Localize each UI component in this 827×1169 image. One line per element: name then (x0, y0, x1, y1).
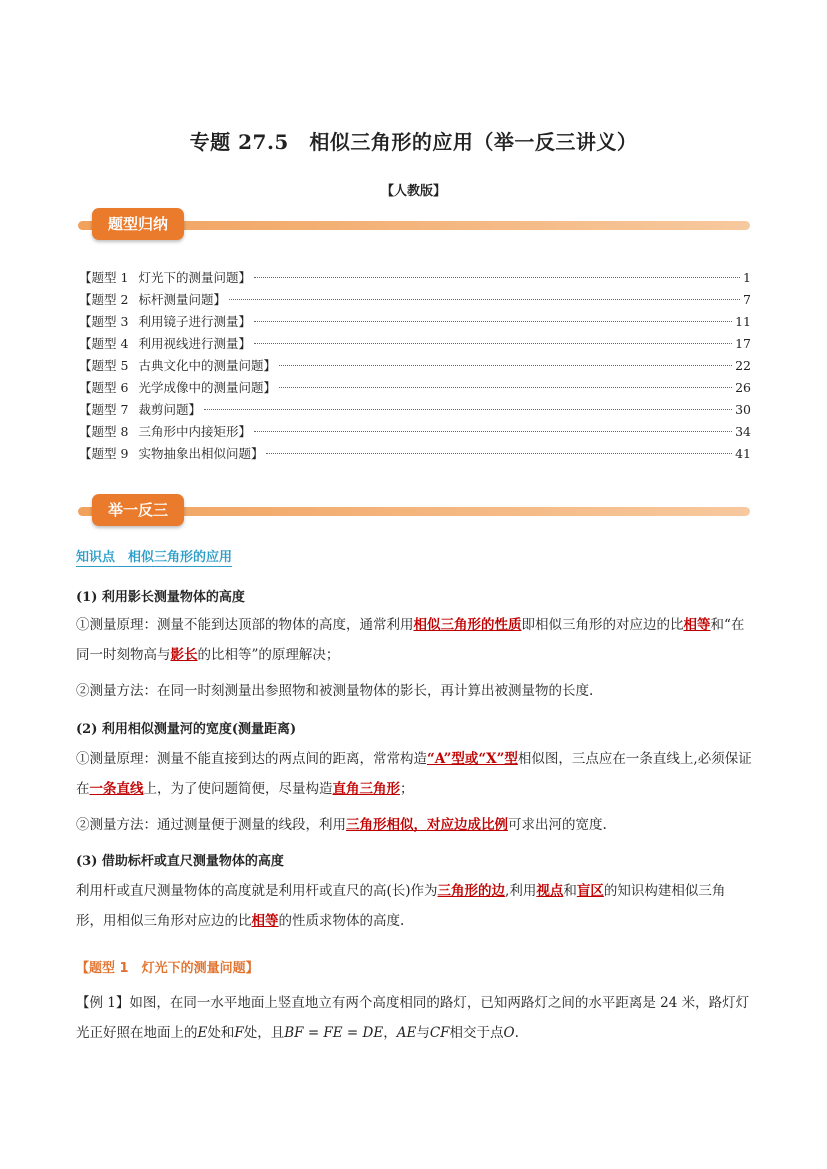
key-term: 相等 (251, 913, 279, 929)
toc-type: 【题型 7 (79, 402, 129, 417)
key-term: 三角形相似，对应边成比例 (346, 817, 508, 833)
subheading-3: (3) 借助标杆或直尺测量物体的高度 (76, 854, 284, 869)
text: 【例 1】如图，在同一水平地面上竖直地立有两个高度相同的路灯，已知两路灯之间的水平距离是 24 米，路灯灯光正好照在地面上的 (76, 995, 750, 1041)
key-term: 视点 (536, 883, 564, 899)
banner-tab: 题型归纳 (92, 208, 184, 240)
toc-page: 22 (735, 358, 751, 373)
key-term: 相等 (683, 617, 711, 633)
paragraph-2b (76, 810, 752, 840)
toc-name: 古典文化中的测量问题】 (138, 358, 276, 373)
key-term: 盲区 (576, 883, 604, 899)
text: ,利用 (505, 883, 537, 899)
text: 的比相等”的原理解决； (197, 647, 340, 663)
text: ①测量原理：测量不能直接到达的两点间的距离，常常构造 (76, 751, 427, 767)
key-term: 影长 (170, 647, 198, 663)
example-1 (76, 988, 752, 1048)
text: ， (383, 1025, 397, 1041)
key-term: 三角形的边 (437, 883, 506, 899)
toc-name: 标杆测量问题】 (138, 292, 226, 307)
toc-row[interactable] (79, 399, 751, 421)
toc-type: 【题型 9 (79, 446, 129, 461)
toc-name: 裁剪问题】 (138, 402, 201, 417)
toc-leader (254, 343, 732, 344)
text: 与 (416, 1025, 430, 1041)
banner-tab: 举一反三 (92, 494, 184, 526)
math: O (503, 1025, 515, 1041)
toc-row[interactable] (79, 355, 751, 377)
toc-type: 【题型 3 (79, 314, 129, 329)
toc-type: 【题型 2 (79, 292, 129, 307)
paragraph-3 (76, 876, 752, 936)
math: E (197, 1025, 208, 1041)
subheading-1: (1) 利用影长测量物体的高度 (76, 590, 245, 605)
toc-page: 7 (743, 292, 751, 307)
text: 利用杆或直尺测量物体的高度就是利用杆或直尺的高(长)作为 (76, 883, 438, 899)
toc-row[interactable] (79, 421, 751, 443)
toc-type: 【题型 4 (79, 336, 129, 351)
toc-page: 17 (735, 336, 751, 351)
toc-page: 11 (735, 314, 751, 329)
section-heading-type-1: 【题型 1 灯光下的测量问题】 (76, 961, 259, 976)
toc-type: 【题型 6 (79, 380, 129, 395)
toc-type: 【题型 5 (79, 358, 129, 373)
paragraph-1b: ②测量方法：在同一时刻测量出参照物和被测量物体的影长，再计算出被测量物的长度. (76, 683, 594, 699)
toc-row[interactable] (79, 267, 751, 289)
toc-leader (254, 277, 740, 278)
text: . (514, 1025, 519, 1041)
toc-page: 1 (743, 270, 751, 285)
text: 相交于点 (449, 1025, 504, 1041)
text: 的知识构建相似三角形，用相似三角形对应边的比 (76, 883, 726, 929)
key-term: “A”型或“X”型 (427, 751, 518, 767)
math: CF (429, 1025, 450, 1041)
toc-leader (254, 431, 732, 432)
paragraph-2a (76, 744, 752, 804)
page-title: 专题 27.5 相似三角形的应用（举一反三讲义） (189, 130, 638, 154)
text: 处，且 (243, 1025, 285, 1041)
toc-leader (254, 321, 732, 322)
toc-page: 26 (735, 380, 751, 395)
section-banner-types (78, 208, 750, 242)
toc-page: 41 (735, 446, 751, 461)
toc-leader (266, 453, 732, 454)
toc-page: 34 (735, 424, 751, 439)
text: 上，为了使问题简便，尽量构造 (143, 781, 333, 797)
text: 可求出河的宽度. (508, 817, 607, 833)
toc-leader (279, 365, 732, 366)
toc-name: 利用视线进行测量】 (138, 336, 251, 351)
text: 处和 (207, 1025, 235, 1041)
math: AE (396, 1025, 417, 1041)
knowledge-point-heading: 知识点 相似三角形的应用 (76, 546, 232, 567)
section-banner-examples (78, 494, 750, 528)
toc-type: 【题型 8 (79, 424, 129, 439)
toc-name: 三角形中内接矩形】 (138, 424, 251, 439)
toc-leader (279, 387, 732, 388)
toc-name: 光学成像中的测量问题】 (138, 380, 276, 395)
toc-row[interactable] (79, 443, 751, 465)
text: 和“在同一时刻物高与 (76, 617, 745, 663)
toc-row[interactable] (79, 311, 751, 333)
toc-page: 30 (735, 402, 751, 417)
toc-name: 利用镜子进行测量】 (138, 314, 251, 329)
toc-name: 灯光下的测量问题】 (138, 270, 251, 285)
key-term: 一条直线 (89, 781, 144, 797)
edition-label: 【人教版】 (380, 184, 446, 199)
text: ②测量方法：通过测量便于测量的线段，利用 (76, 817, 346, 833)
key-term: 直角三角形 (332, 781, 400, 797)
toc-row[interactable] (79, 377, 751, 399)
text: 的性质求物体的高度. (278, 913, 405, 929)
text: ①测量原理：测量不能到达顶部的物体的高度，通常利用 (76, 617, 414, 633)
math: BF = FE = DE (284, 1025, 384, 1041)
toc-row[interactable] (79, 289, 751, 311)
toc-name: 实物抽象出相似问题】 (138, 446, 264, 461)
paragraph-1a (76, 610, 752, 670)
subheading-2: (2) 利用相似测量河的宽度(测量距离) (76, 722, 297, 737)
text: 和 (563, 883, 577, 899)
key-term: 相似三角形的性质 (413, 617, 522, 633)
toc-type: 【题型 1 (79, 270, 129, 285)
toc-leader (229, 299, 740, 300)
text: 即相似三角形的对应边的比 (521, 617, 684, 633)
toc-leader (204, 409, 732, 410)
text: 相似图，三点应在一条直线上,必须保证在 (76, 751, 752, 797)
math: F (234, 1025, 244, 1041)
toc-row[interactable] (79, 333, 751, 355)
text: ； (400, 781, 414, 797)
table-of-contents (79, 267, 751, 465)
